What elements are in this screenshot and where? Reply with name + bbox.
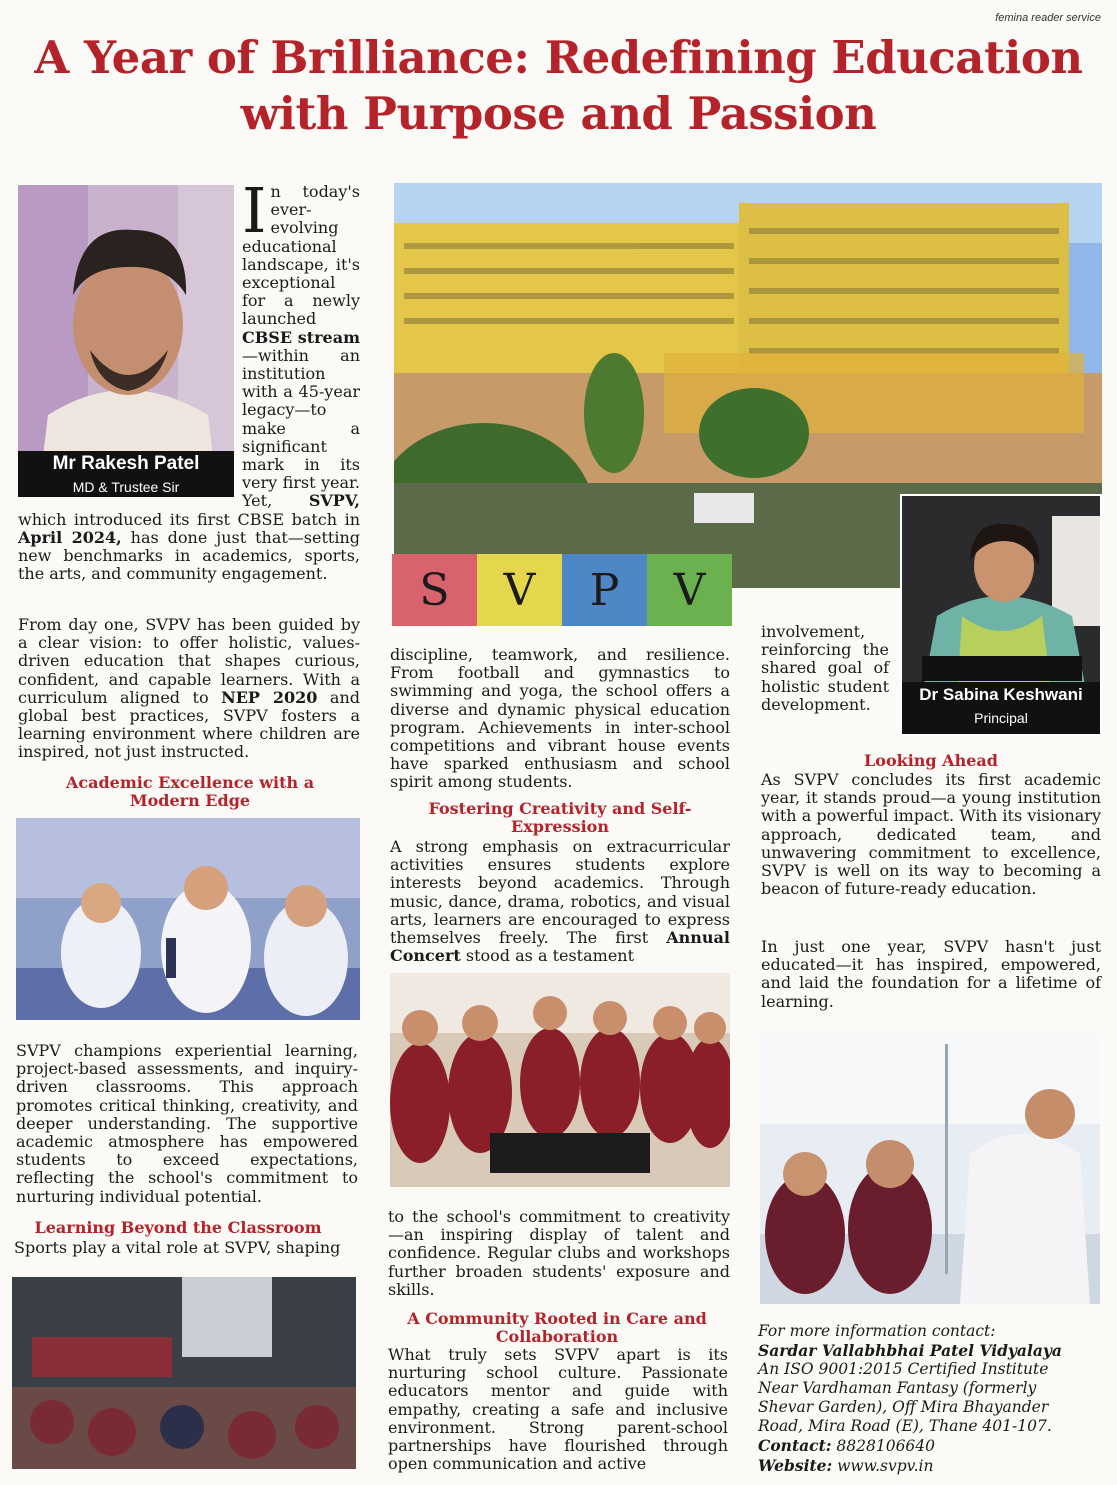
website-line: Website: www.svpv.in: [758, 1456, 934, 1475]
logo-letter-v2: V: [647, 554, 732, 626]
academic-paragraph: SVPV champions experiential learning, project-based assessments, and inquiry-driven classrooms. This approach promotes critical thinking, creativity, and deeper understanding. The supportive academic atmosphere has empowered students to exceed expectations, reflecting the school's commitment to nurturing individual potential.: [16, 1041, 358, 1206]
concert-paragraph: to the school's commitment to creativity—an inspiring display of talent and confidence. Regular clubs and workshops further broaden students' exposure and skills.: [388, 1207, 730, 1299]
concert-image: [390, 973, 730, 1187]
heading-ahead: Looking Ahead: [864, 751, 998, 770]
lab-photo: [16, 818, 360, 1020]
address-line-3: Road, Mira Road (E), Thane 401-107.: [758, 1417, 1052, 1435]
community-paragraph: What truly sets SVPV apart is its nurturing school culture. Passionate educators mentor and guide with empathy, creating a safe and inclusive environment. Strong parent-school partnerships have flourished through open communication and active: [388, 1345, 728, 1474]
phone-number: 8828106640: [836, 1437, 936, 1455]
heading-community: A Community Rooted in Care and Collaboration: [407, 1309, 707, 1346]
classroom-photo: [12, 1277, 356, 1469]
lab-image: [16, 818, 360, 1020]
sports-continued-paragraph: discipline, teamwork, and resilience. From football and gymnastics to swimming and yoga, the school offers a diverse and dynamic physical education program. Achievements in inter-school competitions and vibrant house events have sparked enthusiasm and school spirit among students.: [390, 645, 730, 792]
sports-paragraph: Sports play a vital role at SVPV, shaping: [14, 1238, 341, 1257]
heading-beyond: Learning Beyond the Classroom: [34, 1218, 322, 1237]
md-role: MD & Trustee Sir: [72, 479, 180, 495]
principal-caption: [902, 682, 1100, 734]
classroom-image: [12, 1277, 356, 1469]
iso-line: An ISO 9001:2015 Certified Institute: [758, 1360, 1049, 1378]
community-continued-paragraph: involvement, reinforcing the shared goal of holistic student development.: [761, 622, 889, 714]
heading-academic: Academic Excellence with a Modern Edge: [65, 773, 315, 810]
science-image: [760, 1034, 1100, 1304]
md-name: Mr Rakesh Patel: [52, 453, 200, 474]
logo-letter-s: S: [392, 554, 477, 626]
vision-paragraph: From day one, SVPV has been guided by a clear vision: to offer holistic, values-driven education that shapes curious, confident, and capable learners. With a curriculum aligned to NEP 2020 and global best practices, SVPV fosters a learning environment where children are inspired, not just instructed.: [18, 615, 361, 762]
ahead-paragraph: As SVPV concludes its first academic year, it stands proud—a young institution with a powerful impact. With its visionary approach, dedicated team, and unwavering commitment to excellence, SVPV is well on its way to becoming a beacon of future-ready education.: [761, 770, 1101, 899]
address-line-1: Near Vardhaman Fantasy (formerly: [758, 1379, 1037, 1397]
logo-letter-v: V: [477, 554, 562, 626]
contact-intro: For more information contact:: [758, 1322, 996, 1340]
contact-block: [758, 1322, 1102, 1476]
principal-role: Principal: [974, 710, 1028, 726]
dropcap: I: [242, 174, 267, 247]
headline-line-1: A Year of Brilliance: Redefining Education: [34, 31, 1083, 84]
headline-line-2: with Purpose and Passion: [240, 87, 877, 140]
closing-paragraph: In just one year, SVPV hasn't just educated—it has inspired, empowered, and laid the foundation for a lifetime of learning.: [761, 937, 1101, 1011]
headline: [0, 30, 1117, 142]
tagline: femina reader service: [995, 12, 1101, 24]
heading-creativity: Fostering Creativity and Self-Expression: [428, 799, 692, 836]
concert-photo: [390, 973, 730, 1187]
science-photo: [760, 1034, 1100, 1304]
logo-letter-p: P: [562, 554, 647, 626]
address-line-2: Shevar Garden), Off Mira Bhayander: [758, 1398, 1049, 1416]
principal-name: Dr Sabina Keshwani: [919, 685, 1083, 704]
school-name: Sardar Vallabhbhai Patel Vidyalaya: [758, 1341, 1062, 1360]
svpv-logo: [392, 554, 732, 626]
principal-portrait: [900, 494, 1102, 736]
creativity-paragraph: A strong emphasis on extracurricular activities ensures students explore interests beyond academics. Through music, dance, drama, robotics, and visual arts, learners are encouraged to express themselves freely. The first Annual Concert stood as a testament: [390, 837, 730, 966]
website-link: www.svpv.in: [837, 1457, 934, 1475]
intro-paragraph: In today's ever-evolving educational landscape, it's exceptional for a newly launched CBSE stream—within an institution with a 45-year legacy—to make a significant mark in its very first year. Yet, SVPV, which introduced its first CBSE batch in April 2024, has done just that—setting new benchmarks in academics, sports, the arts, and community engagement.: [18, 174, 361, 584]
phone-line: Contact: 8828106640: [758, 1436, 936, 1455]
